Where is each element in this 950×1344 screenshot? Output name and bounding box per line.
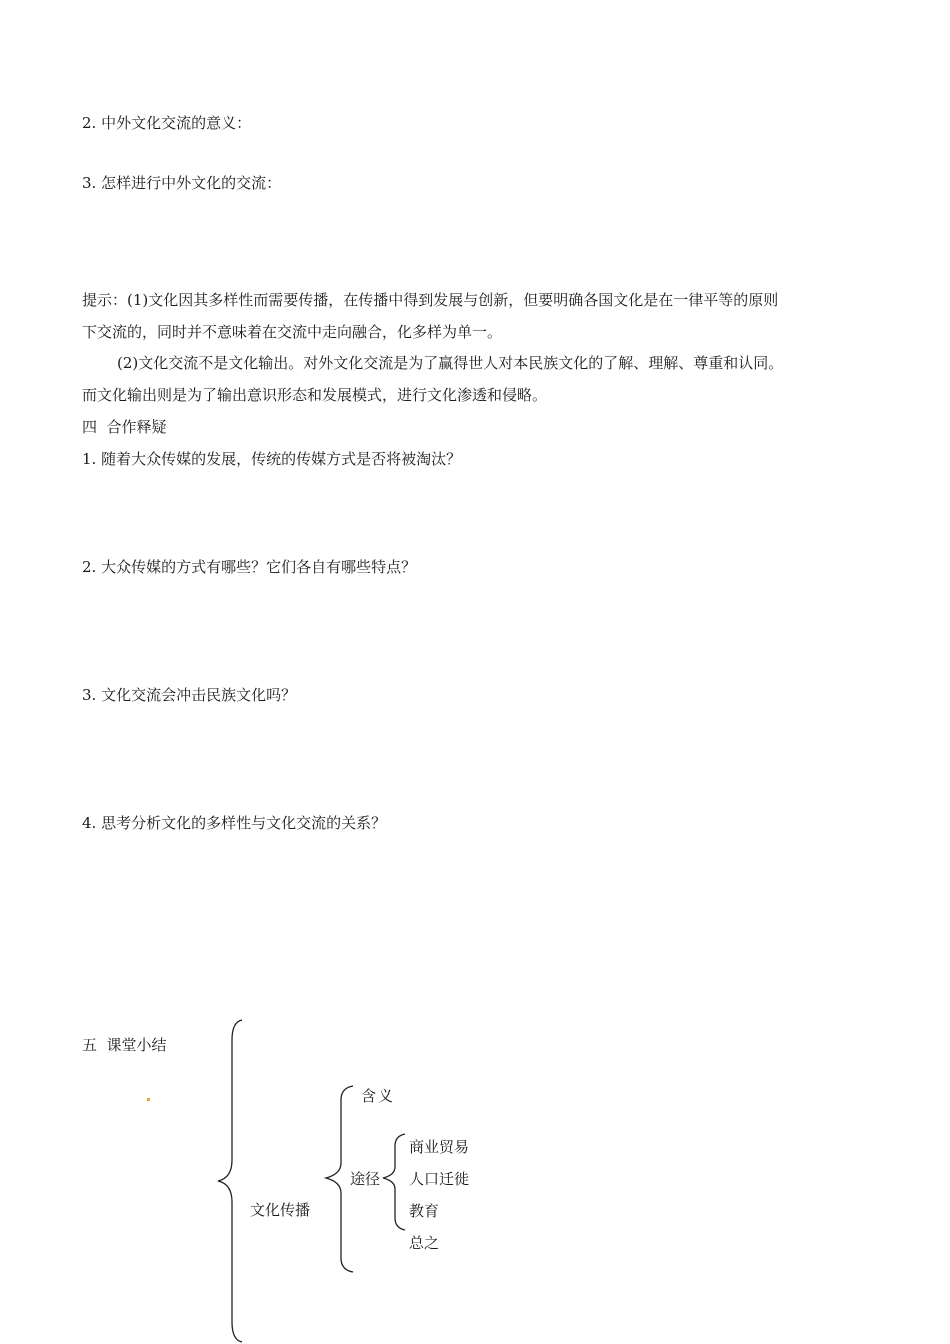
large-brace [218,1020,242,1342]
section-title-cooperation: 四 合作释疑 [82,418,167,436]
path-item-in-short: 总之 [409,1234,440,1252]
summary-root-culture-spread: 文化传播 [250,1201,311,1219]
path-item-trade: 商业贸易 [409,1138,470,1156]
stray-mark [147,1098,150,1101]
tip-line-1: 提示：(1)文化因其多样性而需要传播，在传播中得到发展与创新，但要明确各国文化是在一律平等的原则 [82,291,779,309]
cooperation-question-1: 1. 随着大众传媒的发展，传统的传媒方式是否将被淘汰？ [82,450,462,468]
question-meaning: 2. 中外文化交流的意义： [82,114,252,132]
cooperation-question-4: 4. 思考分析文化的多样性与文化交流的关系？ [82,814,387,832]
tip-line-2: 下交流的，同时并不意味着在交流中走向融合，化多样为单一。 [82,323,503,341]
medium-brace [326,1086,353,1272]
path-item-education: 教育 [409,1202,440,1220]
summary-meaning: 含义 [361,1087,396,1105]
path-item-migration: 人口迁徙 [409,1170,470,1188]
section-title-summary: 五 课堂小结 [82,1036,167,1054]
small-brace [383,1134,405,1230]
cooperation-question-3: 3. 文化交流会冲击民族文化吗？ [82,686,297,704]
tip-line-3: (2)文化交流不是文化输出。对外文化交流是为了赢得世人对本民族文化的了解、理解、尊重和认同。 [117,354,784,372]
cooperation-question-2: 2. 大众传媒的方式有哪些？它们各自有哪些特点？ [82,558,417,576]
tip-line-4: 而文化输出则是为了输出意识形态和发展模式，进行文化渗透和侵略。 [82,386,548,404]
summary-path: 途径 [350,1170,381,1188]
question-how-exchange: 3. 怎样进行中外文化的交流： [82,174,282,192]
